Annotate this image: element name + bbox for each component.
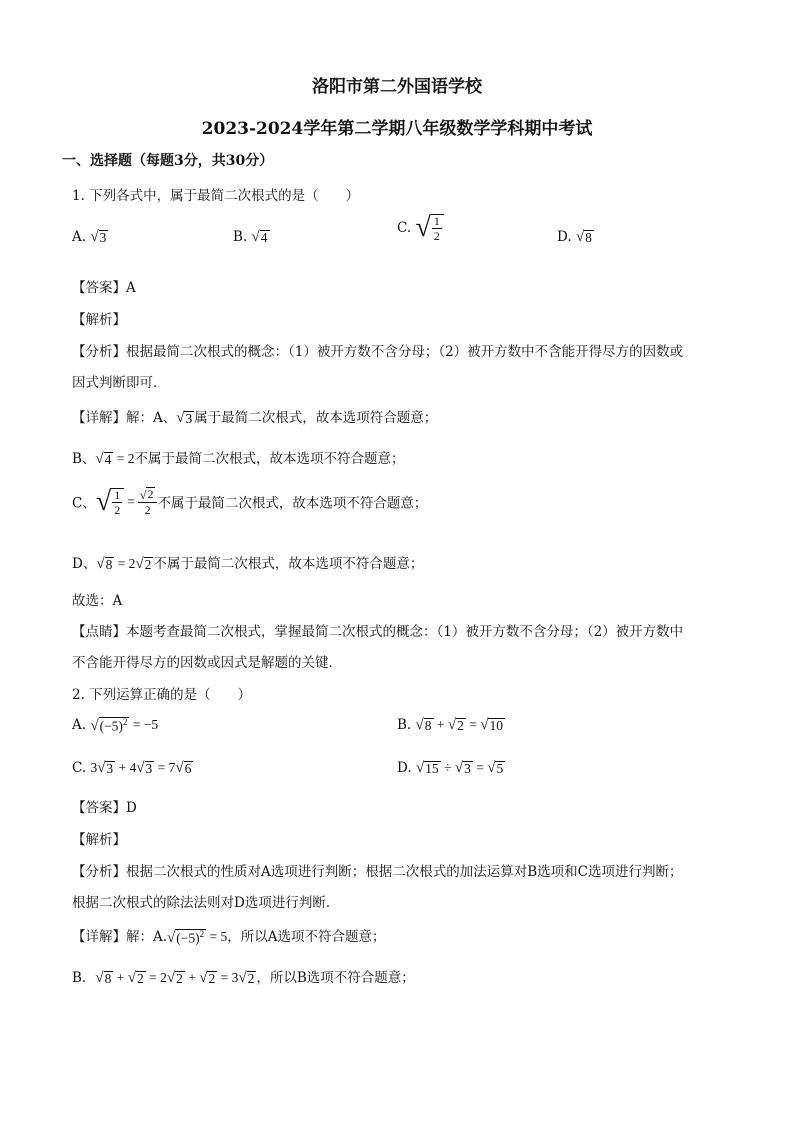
numerator: 1 bbox=[433, 214, 440, 228]
exponent: 2 bbox=[199, 928, 205, 939]
q2-stem: 2. 下列运算正确的是（ ） bbox=[72, 687, 252, 703]
q2-analysis-label: 【解析】 bbox=[72, 832, 126, 848]
q1-choose: 故选：A bbox=[72, 593, 123, 609]
q1-fenxi-line2: 因式判断即可． bbox=[72, 375, 167, 391]
q1-option-a bbox=[72, 229, 108, 245]
equals-value: = 2 bbox=[113, 451, 135, 466]
operator: + bbox=[433, 717, 448, 732]
radicand: 3 bbox=[464, 760, 471, 776]
sqrt-expr: √ 2 bbox=[199, 970, 216, 987]
radicand: (−5) bbox=[99, 718, 123, 734]
option-letter: B. bbox=[233, 229, 248, 245]
equals-value: = 5 bbox=[206, 929, 228, 944]
operator: + 4 bbox=[115, 760, 137, 775]
text: 【详解】解：A. bbox=[72, 929, 168, 945]
q2-answer: 【答案】D bbox=[72, 800, 137, 816]
q1-detail-d bbox=[72, 552, 423, 572]
fraction: √ 2 2 bbox=[138, 487, 158, 516]
school-title: 洛阳市第二外国语学校 bbox=[312, 77, 482, 97]
radicand: 15 bbox=[425, 760, 439, 776]
equals-value: = 3 bbox=[217, 970, 239, 985]
text: 不属于最简二次根式，故本选项不符合题意； bbox=[134, 451, 405, 467]
exam-title: 2023-2024学年第二学期八年级数学学科期中考试 bbox=[201, 119, 593, 139]
q1-answer: 【答案】A bbox=[72, 280, 136, 296]
radicand: 10 bbox=[489, 717, 503, 733]
operator: + bbox=[113, 970, 128, 985]
radicand: 6 bbox=[184, 760, 192, 776]
sqrt-expr: √ 8 bbox=[95, 970, 112, 987]
radicand: 4 bbox=[260, 229, 268, 245]
coefficient: 3 bbox=[90, 760, 98, 775]
operator: = bbox=[472, 760, 488, 775]
denominator: 2 bbox=[433, 229, 440, 243]
radicand: 3 bbox=[145, 760, 153, 776]
q2-option-d bbox=[397, 760, 505, 776]
q1-stem: 1. 下列各式中，属于最简二次根式的是（ ） bbox=[72, 188, 360, 204]
q1-dianjing-line2: 不含能开得尽方的因数或因式是解题的关键． bbox=[72, 655, 342, 671]
sqrt-expr: √ 2 bbox=[166, 970, 183, 987]
sqrt-expr: √ 8 bbox=[575, 229, 592, 246]
operator: = bbox=[465, 717, 481, 732]
sqrt-expr: √ 3 bbox=[136, 760, 153, 777]
sqrt-expr: √ 5 bbox=[487, 760, 504, 777]
radicand: 8 bbox=[424, 717, 432, 733]
sqrt-expr: √ 8 bbox=[415, 717, 432, 734]
q1-detail-c bbox=[72, 487, 427, 516]
sqrt-expr: √ 15 bbox=[415, 760, 439, 777]
exponent: 2 bbox=[122, 717, 128, 727]
q2-option-c bbox=[72, 760, 193, 776]
text: D、 bbox=[72, 556, 97, 572]
radicand: 4 bbox=[104, 451, 112, 467]
equals-sign: = bbox=[127, 493, 135, 509]
radicand: 8 bbox=[585, 229, 592, 245]
radicand: 8 bbox=[105, 556, 113, 572]
q1-detail-b bbox=[72, 447, 405, 467]
radicand: 2 bbox=[457, 717, 464, 733]
q2-fenxi-line2: 根据二次根式的除法法则对D选项进行判断． bbox=[72, 895, 340, 911]
section-heading: 一、选择题（每题3分，共30分） bbox=[62, 153, 274, 169]
sqrt-expr: √ 10 bbox=[480, 717, 503, 734]
option-letter: C. bbox=[397, 220, 412, 236]
sqrt-expr: √ 3 bbox=[97, 760, 114, 777]
q2-fenxi-line1: 【分析】根据二次根式的性质对A选项进行判断；根据二次根式的加法运算对B选项和C选项进行判断； bbox=[72, 864, 683, 880]
denominator: 2 bbox=[144, 503, 151, 518]
option-letter: A. bbox=[72, 717, 87, 734]
q2-option-a bbox=[72, 717, 158, 734]
radicand: 5 bbox=[496, 760, 504, 776]
q1-dianjing-line1: 【点睛】本题考查最简二次根式，掌握最简二次根式的概念：（1）被开方数不含分母；（2）被开方数中 bbox=[72, 624, 684, 640]
sqrt-expr: √ 3 bbox=[176, 410, 193, 427]
sqrt-expr: √ $\frac{1}{2}$ bbox=[96, 488, 124, 516]
sqrt-expr: √ 8 bbox=[96, 556, 113, 573]
q2-detail-b bbox=[72, 966, 415, 986]
option-letter: B. bbox=[397, 717, 412, 733]
text: ，所以A选项不符合题意； bbox=[227, 929, 386, 945]
equals-value: = 7 bbox=[154, 760, 176, 775]
q2-detail-a bbox=[72, 925, 386, 946]
text: C、 bbox=[72, 495, 96, 512]
radicand: 2 bbox=[144, 556, 152, 572]
equals-value: = −5 bbox=[129, 717, 159, 733]
text: 【详解】解：A、 bbox=[72, 410, 177, 426]
q1-option-b bbox=[233, 229, 270, 245]
option-letter: D. bbox=[397, 760, 412, 776]
text: ，所以B选项不符合题意； bbox=[256, 970, 415, 986]
radicand: 2 bbox=[147, 487, 154, 502]
radicand: 2 bbox=[247, 970, 255, 986]
sqrt-expr: √ 6 bbox=[175, 760, 192, 777]
operator: + bbox=[184, 970, 200, 985]
text: 属于最简二次根式，故本选项符合题意； bbox=[194, 410, 438, 426]
sqrt-expr: √ 2 bbox=[127, 970, 144, 987]
radicand: 8 bbox=[104, 970, 112, 986]
q2-option-b bbox=[397, 717, 505, 733]
q1-fenxi-line1: 【分析】根据最简二次根式的概念：（1）被开方数不含分母；（2）被开方数中不含能开得尽方的因数或 bbox=[72, 344, 684, 360]
radicand: (−5) bbox=[176, 930, 200, 946]
text: B、 bbox=[72, 451, 96, 467]
equals-value: = 2 bbox=[114, 556, 136, 571]
radicand: 2 bbox=[176, 970, 183, 986]
q1-detail-a bbox=[72, 406, 437, 426]
q1-option-c bbox=[397, 214, 444, 242]
numerator: 1 bbox=[114, 487, 121, 502]
option-letter: A. bbox=[72, 229, 87, 245]
option-letter: C. bbox=[72, 760, 87, 776]
radicand: 3 bbox=[99, 229, 107, 245]
text: 不属于最简二次根式，故本选项不符合题意； bbox=[153, 556, 424, 572]
sqrt-expr: √ $(-5)^2$ bbox=[167, 928, 205, 947]
q1-analysis-label: 【解析】 bbox=[72, 312, 126, 328]
text: 不属于最简二次根式，故本选项不符合题意； bbox=[157, 495, 428, 512]
radicand: 2 bbox=[137, 970, 144, 986]
radicand: 3 bbox=[106, 760, 114, 776]
sqrt-expr: √ 4 bbox=[95, 451, 112, 468]
sqrt-expr: √ 4 bbox=[251, 229, 268, 246]
q1-option-d bbox=[557, 229, 594, 245]
sqrt-expr: √ 2 bbox=[135, 556, 152, 573]
sqrt-expr: √ $\frac{1}{2}$ bbox=[415, 214, 443, 242]
radicand: 3 bbox=[185, 410, 193, 426]
sqrt-expr: √ 2 bbox=[238, 970, 255, 987]
sqrt-expr: √ $(-5)^2$ bbox=[90, 717, 128, 735]
denominator: 2 bbox=[114, 502, 121, 517]
sqrt-expr: √ 3 bbox=[454, 760, 471, 777]
sqrt-expr: √ 2 bbox=[447, 717, 464, 734]
equals-value: = 2 bbox=[145, 970, 167, 985]
option-letter: D. bbox=[557, 229, 572, 245]
text: B． bbox=[72, 970, 96, 986]
operator: ÷ bbox=[440, 760, 455, 775]
radicand: 2 bbox=[208, 970, 216, 986]
sqrt-expr: √ 3 bbox=[90, 229, 107, 246]
